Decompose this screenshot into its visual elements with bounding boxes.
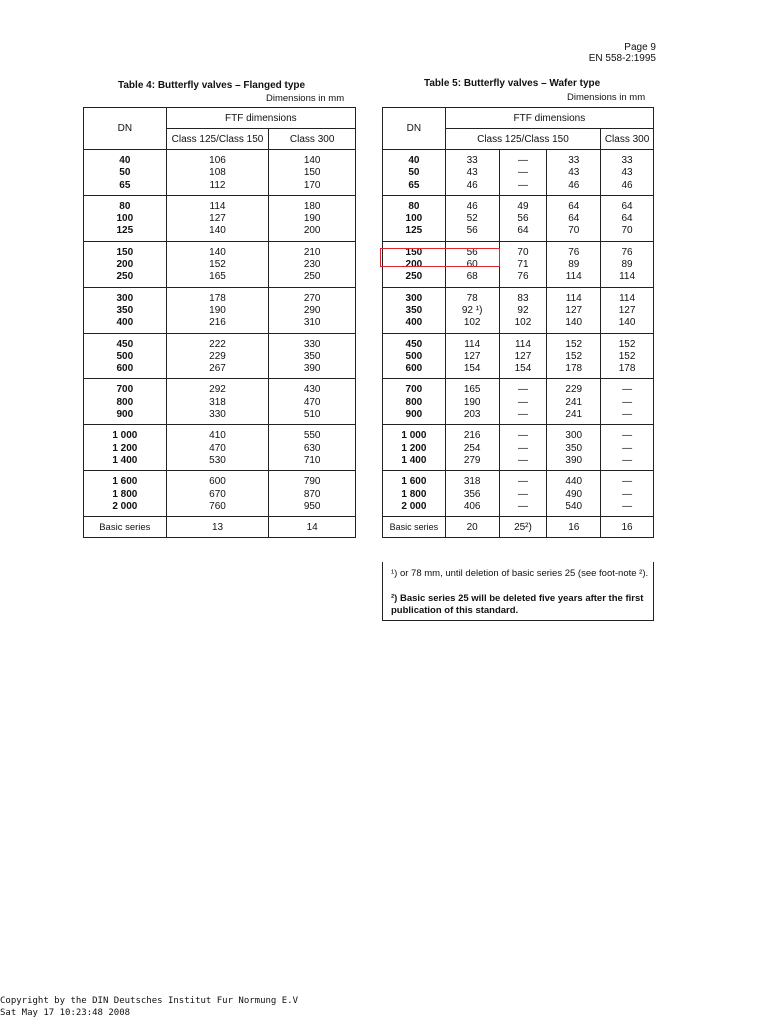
table-cell-value: 540 bbox=[565, 500, 583, 512]
table-cell-value: — bbox=[517, 442, 528, 454]
class300-cell bbox=[269, 241, 356, 287]
class300-cell bbox=[269, 333, 356, 379]
table-cell-value: 89 bbox=[568, 259, 580, 271]
dn-cell bbox=[84, 287, 167, 333]
table-cell-value: 112 bbox=[209, 179, 226, 191]
table-cell-value: 250 bbox=[116, 271, 134, 283]
table-cell-value: 350 bbox=[565, 442, 583, 454]
table-cell-value: 56 bbox=[466, 246, 478, 258]
class300-cell bbox=[601, 379, 654, 425]
table-cell-value: 670 bbox=[209, 488, 226, 500]
class300-cell bbox=[269, 425, 356, 471]
table-cell-value: 350 bbox=[116, 304, 134, 316]
table-cell-value: 760 bbox=[209, 500, 226, 512]
table-cell-value: — bbox=[517, 500, 528, 512]
class300-cell bbox=[269, 379, 356, 425]
table-cell-value: 56 bbox=[517, 213, 529, 225]
table5-basic-series-value: 20 bbox=[445, 517, 499, 538]
table-cell-value: — bbox=[517, 476, 528, 488]
table-cell-value: 2 000 bbox=[401, 500, 427, 512]
table-cell-value: — bbox=[622, 454, 633, 466]
table-cell-value: 279 bbox=[463, 454, 481, 466]
table-cell-value: 76 bbox=[621, 246, 633, 258]
table-cell-value: 89 bbox=[621, 259, 633, 271]
table-cell-value: 440 bbox=[565, 476, 583, 488]
table-cell-value: — bbox=[622, 500, 633, 512]
table-cell-value: 950 bbox=[303, 500, 321, 512]
table-row-group bbox=[383, 471, 654, 517]
table-cell-value: — bbox=[517, 179, 528, 191]
table-cell-value: 46 bbox=[621, 179, 633, 191]
table5-basic-series-value: 16 bbox=[547, 517, 601, 538]
table-cell-value: 500 bbox=[405, 350, 423, 362]
table-cell-value: 200 bbox=[303, 225, 321, 237]
dn-cell bbox=[383, 287, 446, 333]
series-16-cell bbox=[547, 150, 601, 196]
table-cell-value: 152 bbox=[618, 338, 636, 350]
table5-footnotes bbox=[382, 562, 654, 621]
dn-cell bbox=[84, 195, 167, 241]
table-cell-value: 180 bbox=[303, 200, 321, 212]
table4-title: Table 4: Butterfly valves – Flanged type bbox=[118, 80, 306, 91]
table-row-group bbox=[383, 195, 654, 241]
table-cell-value: 152 bbox=[618, 350, 636, 362]
table-cell-value: 190 bbox=[209, 304, 226, 316]
table-cell-value: 50 bbox=[408, 167, 420, 179]
table-cell-value: 152 bbox=[565, 338, 583, 350]
series-25-cell bbox=[499, 241, 547, 287]
table-cell-value: 33 bbox=[466, 155, 478, 166]
table-cell-value: 165 bbox=[209, 271, 226, 283]
table-cell-value: 40 bbox=[119, 155, 131, 166]
table4-basic-series-value: 13 bbox=[166, 517, 269, 538]
series-20-cell bbox=[445, 425, 499, 471]
table-row-group bbox=[84, 287, 356, 333]
table-cell-value: 710 bbox=[303, 454, 321, 466]
dn-cell bbox=[84, 333, 167, 379]
table-cell-value: — bbox=[622, 476, 633, 488]
table-cell-value: 300 bbox=[565, 430, 583, 442]
class300-cell bbox=[601, 241, 654, 287]
table-cell-value: 400 bbox=[405, 317, 423, 329]
table-cell-value: 241 bbox=[565, 396, 583, 408]
table-cell-value: — bbox=[622, 396, 633, 408]
table4-basic-series-value: 14 bbox=[269, 517, 356, 538]
dn-cell bbox=[383, 425, 446, 471]
table-cell-value: 790 bbox=[303, 476, 321, 488]
table-cell-value: 490 bbox=[565, 488, 583, 500]
table-cell-value: 190 bbox=[463, 396, 481, 408]
table-cell-value: 152 bbox=[209, 259, 226, 271]
table-cell-value: 200 bbox=[405, 259, 423, 271]
series-16-cell bbox=[547, 471, 601, 517]
table-cell-value: 46 bbox=[466, 179, 478, 191]
table4-flanged-type bbox=[83, 107, 356, 538]
table-cell-value: 2 000 bbox=[112, 500, 138, 512]
table5-header-class300: Class 300 bbox=[601, 129, 654, 150]
class300-cell bbox=[601, 195, 654, 241]
series-20-cell bbox=[445, 150, 499, 196]
table-row-group bbox=[383, 150, 654, 196]
table-cell-value: 229 bbox=[209, 350, 226, 362]
dn-cell bbox=[84, 425, 167, 471]
table-cell-value: 800 bbox=[116, 396, 134, 408]
table-cell-value: 60 bbox=[466, 259, 478, 271]
table-cell-value: — bbox=[622, 409, 633, 421]
table-cell-value: 290 bbox=[303, 304, 321, 316]
table-cell-value: 300 bbox=[116, 292, 134, 304]
class300-cell bbox=[601, 150, 654, 196]
table-cell-value: 254 bbox=[463, 442, 481, 454]
table-cell-value: 154 bbox=[463, 363, 481, 375]
table-cell-value: 400 bbox=[116, 317, 134, 329]
table-cell-value: 127 bbox=[565, 304, 583, 316]
table-cell-value: 550 bbox=[303, 430, 321, 442]
table-cell-value: 190 bbox=[303, 213, 321, 225]
class300-cell bbox=[601, 287, 654, 333]
table-cell-value: 600 bbox=[116, 363, 134, 375]
table-cell-value: 200 bbox=[116, 259, 134, 271]
table-cell-value: — bbox=[517, 384, 528, 396]
table-row-group bbox=[383, 333, 654, 379]
table4-basic-series-label: Basic series bbox=[84, 517, 167, 538]
table-cell-value: 114 bbox=[464, 338, 481, 350]
table-cell-value: 1 800 bbox=[112, 488, 138, 500]
table4-header-class300: Class 300 bbox=[269, 129, 356, 150]
table5-header-dn: DN bbox=[383, 108, 446, 150]
table-cell-value: 140 bbox=[618, 317, 636, 329]
table-cell-value: 150 bbox=[303, 167, 321, 179]
table-cell-value: 700 bbox=[116, 384, 134, 396]
table-cell-value: 330 bbox=[303, 338, 321, 350]
table-cell-value: 46 bbox=[466, 200, 478, 212]
table-cell-value: 241 bbox=[565, 409, 583, 421]
table-cell-value: 470 bbox=[209, 442, 226, 454]
table-cell-value: 100 bbox=[405, 213, 423, 225]
copyright-line: Copyright by the DIN Deutsches Institut Fur Normung E.V bbox=[0, 996, 299, 1006]
footnote-2: ²) Basic series 25 will be deleted five years after the first publication of this standard. bbox=[391, 593, 644, 616]
table-cell-value: 270 bbox=[303, 292, 321, 304]
series-25-cell bbox=[499, 379, 547, 425]
table-cell-value: 229 bbox=[565, 384, 583, 396]
table5-header-ftf: FTF dimensions bbox=[445, 108, 653, 129]
table-cell-value: 350 bbox=[405, 304, 423, 316]
table-cell-value: 450 bbox=[116, 338, 134, 350]
table-row-group bbox=[84, 150, 356, 196]
table-cell-value: — bbox=[517, 396, 528, 408]
table-cell-value: 178 bbox=[618, 363, 636, 375]
table-cell-value: 140 bbox=[565, 317, 583, 329]
dn-cell bbox=[84, 150, 167, 196]
series-25-cell bbox=[499, 471, 547, 517]
table-cell-value: 250 bbox=[303, 271, 321, 283]
table-cell-value: 71 bbox=[517, 259, 529, 271]
table-cell-value: 292 bbox=[209, 384, 226, 396]
table-row-group bbox=[84, 333, 356, 379]
table-cell-value: 700 bbox=[405, 384, 423, 396]
table-cell-value: 510 bbox=[303, 409, 321, 421]
table-cell-value: 102 bbox=[514, 317, 532, 329]
table-cell-value: 630 bbox=[303, 442, 321, 454]
table-cell-value: 230 bbox=[303, 259, 321, 271]
dn-cell bbox=[84, 241, 167, 287]
series-16-cell bbox=[547, 425, 601, 471]
table5-header-class125-150: Class 125/Class 150 bbox=[445, 129, 600, 150]
class125-150-cell bbox=[166, 379, 269, 425]
table-cell-value: 152 bbox=[565, 350, 583, 362]
table-cell-value: 318 bbox=[209, 396, 226, 408]
table-cell-value: 65 bbox=[408, 179, 420, 191]
table5-basic-series-label: Basic series bbox=[383, 517, 446, 538]
table-cell-value: 83 bbox=[517, 292, 529, 304]
table-cell-value: 76 bbox=[517, 271, 529, 283]
table-cell-value: 33 bbox=[621, 155, 633, 166]
series-16-cell bbox=[547, 379, 601, 425]
dn-cell bbox=[84, 379, 167, 425]
table-cell-value: 1 200 bbox=[112, 442, 138, 454]
class300-cell bbox=[601, 333, 654, 379]
table-cell-value: 450 bbox=[405, 338, 423, 350]
table-cell-value: 150 bbox=[405, 246, 423, 258]
table-cell-value: 178 bbox=[565, 363, 583, 375]
table-cell-value: 140 bbox=[209, 246, 226, 258]
class300-cell bbox=[269, 150, 356, 196]
table-cell-value: 1 400 bbox=[401, 454, 427, 466]
table-cell-value: 100 bbox=[116, 213, 134, 225]
table-cell-value: 154 bbox=[514, 363, 532, 375]
table-cell-value: 43 bbox=[466, 167, 478, 179]
table-cell-value: 43 bbox=[568, 167, 580, 179]
table-cell-value: 300 bbox=[405, 292, 423, 304]
table4-header-dn: DN bbox=[84, 108, 167, 150]
table-cell-value: 600 bbox=[405, 363, 423, 375]
table-row-group bbox=[84, 379, 356, 425]
table-cell-value: — bbox=[622, 442, 633, 454]
table-cell-value: 310 bbox=[303, 317, 321, 329]
table-cell-value: 108 bbox=[209, 167, 226, 179]
table-cell-value: 165 bbox=[463, 384, 481, 396]
table-cell-value: 33 bbox=[568, 155, 580, 166]
table-row-group bbox=[84, 425, 356, 471]
table-cell-value: 68 bbox=[466, 271, 478, 283]
table-cell-value: 50 bbox=[119, 167, 131, 179]
table-cell-value: 70 bbox=[568, 225, 580, 237]
footnote-1: ¹) or 78 mm, until deletion of basic series 25 (see foot-note ²). bbox=[391, 568, 649, 579]
table-cell-value: 406 bbox=[463, 500, 481, 512]
table5-title: Table 5: Butterfly valves – Wafer type bbox=[424, 78, 601, 89]
table-cell-value: 64 bbox=[568, 200, 580, 212]
table-cell-value: 356 bbox=[463, 488, 481, 500]
series-16-cell bbox=[547, 241, 601, 287]
table-row-group bbox=[84, 471, 356, 517]
series-20-cell bbox=[445, 195, 499, 241]
table-cell-value: 127 bbox=[463, 350, 481, 362]
table-cell-value: 43 bbox=[621, 167, 633, 179]
table-cell-value: 318 bbox=[463, 476, 481, 488]
table-cell-value: 70 bbox=[621, 225, 633, 237]
table4-dimensions-note: Dimensions in mm bbox=[266, 93, 345, 104]
table-cell-value: 250 bbox=[405, 271, 423, 283]
dn-cell bbox=[84, 471, 167, 517]
table-cell-value: — bbox=[517, 454, 528, 466]
dn-cell bbox=[383, 379, 446, 425]
table-cell-value: 114 bbox=[565, 271, 582, 283]
table-cell-value: 127 bbox=[618, 304, 636, 316]
table-cell-value: 390 bbox=[303, 363, 321, 375]
table-cell-value: 1 600 bbox=[401, 476, 427, 488]
table-cell-value: 330 bbox=[209, 409, 226, 421]
table-cell-value: 390 bbox=[565, 454, 583, 466]
table-cell-value: 500 bbox=[116, 350, 134, 362]
table-cell-value: 114 bbox=[209, 200, 226, 212]
table-cell-value: — bbox=[517, 430, 528, 442]
class125-150-cell bbox=[166, 471, 269, 517]
table-cell-value: 178 bbox=[209, 292, 226, 304]
table-cell-value: 350 bbox=[303, 350, 321, 362]
page-number: Page 9 bbox=[624, 42, 656, 53]
table-cell-value: 1 800 bbox=[401, 488, 427, 500]
table-cell-value: 410 bbox=[209, 430, 226, 442]
table-cell-value: 127 bbox=[514, 350, 532, 362]
table5-basic-series-value: 16 bbox=[601, 517, 654, 538]
table-cell-value: 216 bbox=[209, 317, 226, 329]
series-16-cell bbox=[547, 333, 601, 379]
table-row-group bbox=[383, 425, 654, 471]
table-cell-value: 203 bbox=[463, 409, 481, 421]
table-cell-value: 900 bbox=[405, 409, 423, 421]
class300-cell bbox=[269, 195, 356, 241]
series-25-cell bbox=[499, 425, 547, 471]
table-cell-value: 150 bbox=[116, 246, 134, 258]
class125-150-cell bbox=[166, 195, 269, 241]
table-cell-value: 114 bbox=[565, 292, 582, 304]
table-cell-value: 140 bbox=[209, 225, 226, 237]
table-row-group bbox=[383, 287, 654, 333]
table-cell-value: 125 bbox=[405, 225, 423, 237]
table-cell-value: 114 bbox=[619, 292, 636, 304]
table-cell-value: 900 bbox=[116, 409, 134, 421]
table-cell-value: 80 bbox=[408, 200, 420, 212]
series-20-cell bbox=[445, 333, 499, 379]
series-25-cell bbox=[499, 287, 547, 333]
class300-cell bbox=[601, 425, 654, 471]
series-25-cell bbox=[499, 195, 547, 241]
table-cell-value: 49 bbox=[517, 200, 529, 212]
table-cell-value: 102 bbox=[463, 317, 481, 329]
table-cell-value: 64 bbox=[517, 225, 529, 237]
table5-basic-series-value: 25²) bbox=[499, 517, 547, 538]
table-cell-value: 222 bbox=[209, 338, 226, 350]
table-cell-value: — bbox=[622, 488, 633, 500]
class300-cell bbox=[269, 287, 356, 333]
table-cell-value: 1 000 bbox=[112, 430, 138, 442]
table-cell-value: 56 bbox=[466, 225, 478, 237]
table-cell-value: — bbox=[622, 384, 633, 396]
class125-150-cell bbox=[166, 333, 269, 379]
class125-150-cell bbox=[166, 241, 269, 287]
dn-cell bbox=[383, 195, 446, 241]
table-cell-value: 1 200 bbox=[401, 442, 427, 454]
table-cell-value: 106 bbox=[209, 155, 226, 166]
table-cell-value: 114 bbox=[514, 338, 531, 350]
table-cell-value: 80 bbox=[119, 200, 131, 212]
dn-cell bbox=[383, 150, 446, 196]
table-cell-value: 1 000 bbox=[401, 430, 427, 442]
table-cell-value: 64 bbox=[568, 213, 580, 225]
table5-wafer-type bbox=[382, 107, 654, 538]
class300-cell bbox=[601, 471, 654, 517]
class300-cell bbox=[269, 471, 356, 517]
table-cell-value: 65 bbox=[119, 179, 131, 191]
table-cell-value: 1 600 bbox=[112, 476, 138, 488]
table-cell-value: 600 bbox=[209, 476, 226, 488]
table-cell-value: 170 bbox=[303, 179, 321, 191]
series-25-cell bbox=[499, 333, 547, 379]
standard-id: EN 558-2:1995 bbox=[588, 53, 656, 64]
table-row-group bbox=[84, 195, 356, 241]
series-25-cell bbox=[499, 150, 547, 196]
table-cell-value: 267 bbox=[209, 363, 226, 375]
table-cell-value: 216 bbox=[463, 430, 481, 442]
table4-header-ftf: FTF dimensions bbox=[166, 108, 355, 129]
table-cell-value: — bbox=[517, 488, 528, 500]
table-cell-value: 125 bbox=[116, 225, 134, 237]
class125-150-cell bbox=[166, 287, 269, 333]
series-20-cell bbox=[445, 287, 499, 333]
dn-cell bbox=[383, 333, 446, 379]
table-cell-value: — bbox=[622, 430, 633, 442]
table-cell-value: 430 bbox=[303, 384, 321, 396]
table-cell-value: 70 bbox=[517, 246, 529, 258]
table-cell-value: 64 bbox=[621, 200, 633, 212]
timestamp-line: Sat May 17 10:23:48 2008 bbox=[0, 1008, 131, 1018]
series-20-cell bbox=[445, 379, 499, 425]
class125-150-cell bbox=[166, 150, 269, 196]
table-cell-value: — bbox=[517, 409, 528, 421]
table-cell-value: 530 bbox=[209, 454, 226, 466]
series-20-cell bbox=[445, 471, 499, 517]
table4-header-class125-150: Class 125/Class 150 bbox=[166, 129, 269, 150]
series-16-cell bbox=[547, 195, 601, 241]
table-cell-value: 140 bbox=[303, 155, 321, 166]
table-cell-value: 870 bbox=[303, 488, 321, 500]
class125-150-cell bbox=[166, 425, 269, 471]
table-cell-value: 210 bbox=[303, 246, 321, 258]
table-cell-value: 1 400 bbox=[112, 454, 138, 466]
series-16-cell bbox=[547, 287, 601, 333]
dn-cell bbox=[383, 471, 446, 517]
table-cell-value: 470 bbox=[303, 396, 321, 408]
table-cell-value: 64 bbox=[621, 213, 633, 225]
table-cell-value: 52 bbox=[466, 213, 478, 225]
table-cell-value: 78 bbox=[466, 292, 478, 304]
highlight-box bbox=[380, 248, 500, 267]
table-cell-value: 92 bbox=[517, 304, 529, 316]
table-cell-value: 800 bbox=[405, 396, 423, 408]
table-row-group bbox=[84, 241, 356, 287]
table-cell-value: 76 bbox=[568, 246, 580, 258]
table-cell-value: — bbox=[517, 155, 528, 166]
table-row-group bbox=[383, 379, 654, 425]
table5-dimensions-note: Dimensions in mm bbox=[567, 92, 646, 103]
table-cell-value: 127 bbox=[209, 213, 226, 225]
table-cell-value: 46 bbox=[568, 179, 580, 191]
table-cell-value: — bbox=[517, 167, 528, 179]
table-cell-value: 114 bbox=[619, 271, 636, 283]
table-cell-value: 92 ¹) bbox=[461, 304, 483, 316]
table-cell-value: 40 bbox=[408, 155, 420, 166]
